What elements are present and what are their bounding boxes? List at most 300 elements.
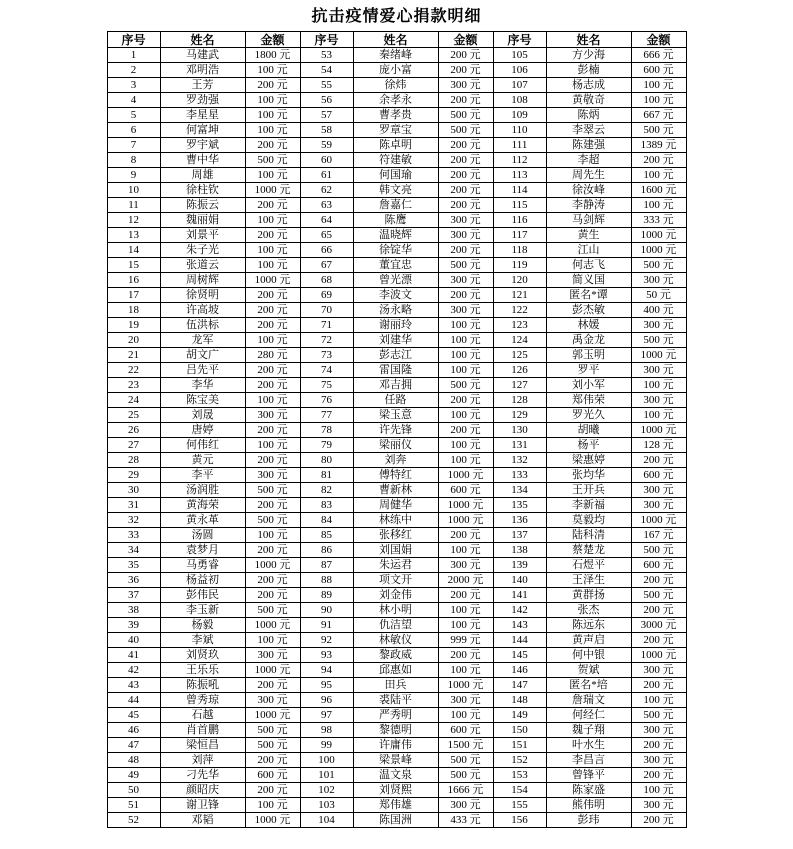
cell-amount: 500 元 bbox=[438, 378, 493, 393]
cell-name: 李玉新 bbox=[160, 603, 245, 618]
cell-amount: 500 元 bbox=[438, 123, 493, 138]
cell-amount: 300 元 bbox=[631, 798, 686, 813]
cell-no: 62 bbox=[300, 183, 353, 198]
cell-no: 99 bbox=[300, 738, 353, 753]
table-row bbox=[107, 423, 686, 438]
cell-no: 74 bbox=[300, 363, 353, 378]
cell-amount: 100 元 bbox=[438, 348, 493, 363]
cell-no: 40 bbox=[107, 633, 160, 648]
header-row bbox=[107, 32, 686, 48]
cell-no: 149 bbox=[493, 708, 546, 723]
cell-name: 林敏仪 bbox=[353, 633, 438, 648]
cell-amount: 300 元 bbox=[245, 693, 300, 708]
cell-name: 陈振云 bbox=[160, 198, 245, 213]
cell-name: 何富坤 bbox=[160, 123, 245, 138]
page-title: 抗击疫情爱心捐款明细 bbox=[311, 8, 482, 25]
cell-amount: 200 元 bbox=[438, 63, 493, 78]
table-row bbox=[107, 528, 686, 543]
cell-amount: 200 元 bbox=[245, 138, 300, 153]
table-row bbox=[107, 438, 686, 453]
cell-amount: 200 元 bbox=[245, 318, 300, 333]
table-row bbox=[107, 723, 686, 738]
cell-name: 杨毅 bbox=[160, 618, 245, 633]
cell-amount: 100 元 bbox=[438, 333, 493, 348]
cell-name: 梁景峰 bbox=[353, 753, 438, 768]
cell-amount: 100 元 bbox=[438, 708, 493, 723]
cell-name: 林小明 bbox=[353, 603, 438, 618]
cell-no: 36 bbox=[107, 573, 160, 588]
cell-amount: 1000 元 bbox=[631, 243, 686, 258]
cell-no: 78 bbox=[300, 423, 353, 438]
cell-amount: 1000 元 bbox=[438, 498, 493, 513]
cell-amount: 200 元 bbox=[245, 423, 300, 438]
cell-no: 54 bbox=[300, 63, 353, 78]
cell-no: 19 bbox=[107, 318, 160, 333]
cell-no: 72 bbox=[300, 333, 353, 348]
cell-amount: 500 元 bbox=[245, 483, 300, 498]
table-row bbox=[107, 783, 686, 798]
cell-amount: 500 元 bbox=[631, 708, 686, 723]
cell-no: 89 bbox=[300, 588, 353, 603]
table-row bbox=[107, 678, 686, 693]
cell-no: 96 bbox=[300, 693, 353, 708]
cell-no: 46 bbox=[107, 723, 160, 738]
cell-name: 陈建强 bbox=[546, 138, 631, 153]
table-row bbox=[107, 213, 686, 228]
cell-no: 81 bbox=[300, 468, 353, 483]
cell-amount: 100 元 bbox=[245, 393, 300, 408]
cell-no: 101 bbox=[300, 768, 353, 783]
cell-no: 76 bbox=[300, 393, 353, 408]
cell-no: 95 bbox=[300, 678, 353, 693]
cell-no: 105 bbox=[493, 48, 546, 63]
cell-amount: 200 元 bbox=[245, 303, 300, 318]
cell-no: 69 bbox=[300, 288, 353, 303]
cell-name: 李翠云 bbox=[546, 123, 631, 138]
cell-amount: 200 元 bbox=[631, 678, 686, 693]
cell-no: 127 bbox=[493, 378, 546, 393]
table-row bbox=[107, 513, 686, 528]
cell-amount: 100 元 bbox=[438, 603, 493, 618]
cell-amount: 1000 元 bbox=[438, 468, 493, 483]
cell-amount: 100 元 bbox=[631, 198, 686, 213]
cell-no: 145 bbox=[493, 648, 546, 663]
cell-amount: 100 元 bbox=[245, 168, 300, 183]
table-row bbox=[107, 798, 686, 813]
cell-name: 彭伟民 bbox=[160, 588, 245, 603]
cell-no: 4 bbox=[107, 93, 160, 108]
cell-name: 陆科清 bbox=[546, 528, 631, 543]
cell-name: 黄永革 bbox=[160, 513, 245, 528]
cell-no: 116 bbox=[493, 213, 546, 228]
cell-no: 123 bbox=[493, 318, 546, 333]
cell-no: 37 bbox=[107, 588, 160, 603]
cell-no: 11 bbox=[107, 198, 160, 213]
cell-no: 66 bbox=[300, 243, 353, 258]
cell-amount: 500 元 bbox=[245, 738, 300, 753]
cell-amount: 600 元 bbox=[245, 768, 300, 783]
cell-amount: 300 元 bbox=[631, 363, 686, 378]
cell-name: 曾光漂 bbox=[353, 273, 438, 288]
cell-name: 温晓辉 bbox=[353, 228, 438, 243]
cell-no: 33 bbox=[107, 528, 160, 543]
cell-name: 李波文 bbox=[353, 288, 438, 303]
cell-no: 63 bbox=[300, 198, 353, 213]
cell-name: 禹金龙 bbox=[546, 333, 631, 348]
cell-amount: 300 元 bbox=[438, 213, 493, 228]
cell-amount: 600 元 bbox=[631, 468, 686, 483]
cell-name: 王芳 bbox=[160, 78, 245, 93]
cell-amount: 300 元 bbox=[245, 468, 300, 483]
cell-name: 王开兵 bbox=[546, 483, 631, 498]
cell-name: 陈家盛 bbox=[546, 783, 631, 798]
cell-no: 146 bbox=[493, 663, 546, 678]
cell-amount: 500 元 bbox=[631, 543, 686, 558]
cell-name: 刘国娟 bbox=[353, 543, 438, 558]
cell-amount: 200 元 bbox=[631, 153, 686, 168]
cell-amount: 100 元 bbox=[245, 798, 300, 813]
cell-name: 刘金伟 bbox=[353, 588, 438, 603]
cell-no: 134 bbox=[493, 483, 546, 498]
cell-name: 刘萍 bbox=[160, 753, 245, 768]
cell-no: 84 bbox=[300, 513, 353, 528]
cell-no: 21 bbox=[107, 348, 160, 363]
table-row bbox=[107, 333, 686, 348]
cell-amount: 100 元 bbox=[245, 258, 300, 273]
cell-amount: 200 元 bbox=[245, 573, 300, 588]
cell-no: 12 bbox=[107, 213, 160, 228]
cell-amount: 200 元 bbox=[245, 678, 300, 693]
cell-no: 110 bbox=[493, 123, 546, 138]
cell-amount: 600 元 bbox=[438, 723, 493, 738]
cell-name: 曹中华 bbox=[160, 153, 245, 168]
cell-no: 88 bbox=[300, 573, 353, 588]
cell-amount: 500 元 bbox=[631, 588, 686, 603]
cell-name: 董宜忠 bbox=[353, 258, 438, 273]
cell-amount: 200 元 bbox=[631, 768, 686, 783]
cell-amount: 100 元 bbox=[245, 93, 300, 108]
cell-no: 57 bbox=[300, 108, 353, 123]
cell-name: 周健华 bbox=[353, 498, 438, 513]
cell-no: 87 bbox=[300, 558, 353, 573]
cell-amount: 200 元 bbox=[631, 633, 686, 648]
cell-name: 陈远东 bbox=[546, 618, 631, 633]
cell-amount: 200 元 bbox=[245, 363, 300, 378]
cell-no: 135 bbox=[493, 498, 546, 513]
cell-no: 44 bbox=[107, 693, 160, 708]
cell-no: 10 bbox=[107, 183, 160, 198]
cell-name: 马剑辉 bbox=[546, 213, 631, 228]
cell-amount: 500 元 bbox=[631, 123, 686, 138]
cell-name: 杨平 bbox=[546, 438, 631, 453]
cell-name: 韩文亮 bbox=[353, 183, 438, 198]
cell-no: 136 bbox=[493, 513, 546, 528]
cell-amount: 500 元 bbox=[245, 603, 300, 618]
cell-amount: 200 元 bbox=[438, 153, 493, 168]
cell-amount: 600 元 bbox=[631, 558, 686, 573]
cell-name: 江山 bbox=[546, 243, 631, 258]
cell-name: 徐锭华 bbox=[353, 243, 438, 258]
cell-name: 汤润胜 bbox=[160, 483, 245, 498]
cell-amount: 200 元 bbox=[245, 198, 300, 213]
cell-no: 17 bbox=[107, 288, 160, 303]
cell-amount: 100 元 bbox=[438, 618, 493, 633]
cell-name: 邱惠如 bbox=[353, 663, 438, 678]
cell-amount: 300 元 bbox=[438, 273, 493, 288]
cell-amount: 300 元 bbox=[245, 648, 300, 663]
cell-amount: 1000 元 bbox=[245, 663, 300, 678]
cell-name: 罗光久 bbox=[546, 408, 631, 423]
cell-no: 9 bbox=[107, 168, 160, 183]
table-header bbox=[107, 32, 686, 48]
cell-amount: 200 元 bbox=[438, 423, 493, 438]
cell-amount: 1000 元 bbox=[631, 648, 686, 663]
table-row bbox=[107, 123, 686, 138]
cell-no: 16 bbox=[107, 273, 160, 288]
cell-amount: 100 元 bbox=[438, 408, 493, 423]
cell-name: 何志飞 bbox=[546, 258, 631, 273]
cell-no: 83 bbox=[300, 498, 353, 513]
cell-name: 方少海 bbox=[546, 48, 631, 63]
table-row bbox=[107, 273, 686, 288]
cell-name: 徐柱钦 bbox=[160, 183, 245, 198]
cell-name: 彭志江 bbox=[353, 348, 438, 363]
cell-name: 马建武 bbox=[160, 48, 245, 63]
cell-name: 黄元 bbox=[160, 453, 245, 468]
cell-no: 49 bbox=[107, 768, 160, 783]
cell-amount: 500 元 bbox=[438, 753, 493, 768]
cell-name: 叶水生 bbox=[546, 738, 631, 753]
cell-no: 53 bbox=[300, 48, 353, 63]
cell-amount: 300 元 bbox=[438, 693, 493, 708]
cell-amount: 300 元 bbox=[438, 78, 493, 93]
cell-name: 田兵 bbox=[353, 678, 438, 693]
cell-name: 罗章宝 bbox=[353, 123, 438, 138]
cell-no: 51 bbox=[107, 798, 160, 813]
cell-no: 14 bbox=[107, 243, 160, 258]
cell-no: 45 bbox=[107, 708, 160, 723]
cell-name: 梁惠婷 bbox=[546, 453, 631, 468]
cell-name: 周先生 bbox=[546, 168, 631, 183]
cell-amount: 100 元 bbox=[438, 363, 493, 378]
cell-name: 邓明浩 bbox=[160, 63, 245, 78]
cell-name: 贺斌 bbox=[546, 663, 631, 678]
cell-amount: 100 元 bbox=[631, 78, 686, 93]
cell-amount: 200 元 bbox=[245, 288, 300, 303]
cell-no: 132 bbox=[493, 453, 546, 468]
cell-amount: 300 元 bbox=[438, 558, 493, 573]
cell-amount: 100 元 bbox=[245, 123, 300, 138]
table-row bbox=[107, 468, 686, 483]
cell-amount: 999 元 bbox=[438, 633, 493, 648]
cell-no: 151 bbox=[493, 738, 546, 753]
cell-no: 154 bbox=[493, 783, 546, 798]
cell-amount: 1000 元 bbox=[631, 348, 686, 363]
cell-name: 李华 bbox=[160, 378, 245, 393]
cell-name: 朱运君 bbox=[353, 558, 438, 573]
cell-no: 79 bbox=[300, 438, 353, 453]
cell-no: 15 bbox=[107, 258, 160, 273]
cell-no: 137 bbox=[493, 528, 546, 543]
cell-no: 71 bbox=[300, 318, 353, 333]
table-row bbox=[107, 813, 686, 828]
cell-name: 黄敬奇 bbox=[546, 93, 631, 108]
cell-no: 73 bbox=[300, 348, 353, 363]
cell-amount: 500 元 bbox=[245, 513, 300, 528]
cell-no: 38 bbox=[107, 603, 160, 618]
cell-name: 蔡楚龙 bbox=[546, 543, 631, 558]
cell-name: 张均华 bbox=[546, 468, 631, 483]
cell-name: 杨志成 bbox=[546, 78, 631, 93]
cell-name: 张道云 bbox=[160, 258, 245, 273]
column-header-name: 姓名 bbox=[353, 32, 438, 48]
table-body bbox=[107, 48, 686, 828]
cell-no: 1 bbox=[107, 48, 160, 63]
cell-no: 102 bbox=[300, 783, 353, 798]
cell-no: 68 bbox=[300, 273, 353, 288]
cell-name: 彭玮 bbox=[546, 813, 631, 828]
column-header-amount: 金额 bbox=[631, 32, 686, 48]
cell-no: 139 bbox=[493, 558, 546, 573]
cell-amount: 300 元 bbox=[438, 798, 493, 813]
cell-name: 肖首鹏 bbox=[160, 723, 245, 738]
cell-name: 秦绪峰 bbox=[353, 48, 438, 63]
cell-name: 郭玉明 bbox=[546, 348, 631, 363]
cell-no: 61 bbox=[300, 168, 353, 183]
cell-amount: 1000 元 bbox=[245, 813, 300, 828]
cell-no: 106 bbox=[493, 63, 546, 78]
cell-no: 130 bbox=[493, 423, 546, 438]
cell-no: 42 bbox=[107, 663, 160, 678]
cell-amount: 200 元 bbox=[631, 738, 686, 753]
cell-no: 34 bbox=[107, 543, 160, 558]
cell-name: 朱子光 bbox=[160, 243, 245, 258]
cell-no: 126 bbox=[493, 363, 546, 378]
cell-amount: 1000 元 bbox=[438, 678, 493, 693]
cell-name: 何伟红 bbox=[160, 438, 245, 453]
cell-no: 58 bbox=[300, 123, 353, 138]
cell-amount: 200 元 bbox=[438, 168, 493, 183]
cell-amount: 500 元 bbox=[438, 768, 493, 783]
cell-name: 李静涛 bbox=[546, 198, 631, 213]
table-row bbox=[107, 183, 686, 198]
table-row bbox=[107, 288, 686, 303]
cell-name: 李昌言 bbox=[546, 753, 631, 768]
cell-name: 黎政威 bbox=[353, 648, 438, 663]
cell-amount: 300 元 bbox=[631, 753, 686, 768]
cell-amount: 1600 元 bbox=[631, 183, 686, 198]
cell-name: 谢卫锋 bbox=[160, 798, 245, 813]
cell-no: 82 bbox=[300, 483, 353, 498]
cell-amount: 200 元 bbox=[631, 813, 686, 828]
cell-no: 28 bbox=[107, 453, 160, 468]
cell-name: 何经仁 bbox=[546, 708, 631, 723]
table-row bbox=[107, 603, 686, 618]
cell-no: 32 bbox=[107, 513, 160, 528]
cell-no: 55 bbox=[300, 78, 353, 93]
cell-name: 吕先平 bbox=[160, 363, 245, 378]
column-header-no: 序号 bbox=[300, 32, 353, 48]
cell-name: 王乐乐 bbox=[160, 663, 245, 678]
cell-no: 128 bbox=[493, 393, 546, 408]
table-row bbox=[107, 768, 686, 783]
cell-name: 符建敏 bbox=[353, 153, 438, 168]
cell-amount: 200 元 bbox=[631, 603, 686, 618]
cell-name: 黄群扬 bbox=[546, 588, 631, 603]
cell-no: 120 bbox=[493, 273, 546, 288]
cell-no: 118 bbox=[493, 243, 546, 258]
cell-no: 117 bbox=[493, 228, 546, 243]
cell-no: 153 bbox=[493, 768, 546, 783]
cell-amount: 200 元 bbox=[438, 93, 493, 108]
cell-no: 133 bbox=[493, 468, 546, 483]
cell-no: 59 bbox=[300, 138, 353, 153]
table-row bbox=[107, 348, 686, 363]
cell-amount: 300 元 bbox=[631, 663, 686, 678]
cell-amount: 200 元 bbox=[631, 573, 686, 588]
cell-amount: 433 元 bbox=[438, 813, 493, 828]
cell-name: 刁先华 bbox=[160, 768, 245, 783]
cell-amount: 500 元 bbox=[631, 258, 686, 273]
cell-amount: 200 元 bbox=[438, 48, 493, 63]
cell-name: 林练中 bbox=[353, 513, 438, 528]
cell-amount: 2000 元 bbox=[438, 573, 493, 588]
cell-name: 罗劲强 bbox=[160, 93, 245, 108]
cell-no: 93 bbox=[300, 648, 353, 663]
table-row bbox=[107, 738, 686, 753]
cell-name: 张移红 bbox=[353, 528, 438, 543]
cell-name: 任路 bbox=[353, 393, 438, 408]
cell-amount: 200 元 bbox=[245, 543, 300, 558]
cell-amount: 200 元 bbox=[631, 453, 686, 468]
column-header-no: 序号 bbox=[107, 32, 160, 48]
cell-amount: 667 元 bbox=[631, 108, 686, 123]
cell-name: 郑伟雄 bbox=[353, 798, 438, 813]
cell-amount: 100 元 bbox=[631, 378, 686, 393]
table-row bbox=[107, 558, 686, 573]
cell-no: 141 bbox=[493, 588, 546, 603]
cell-no: 50 bbox=[107, 783, 160, 798]
cell-amount: 100 元 bbox=[631, 693, 686, 708]
cell-name: 陈振吼 bbox=[160, 678, 245, 693]
cell-no: 142 bbox=[493, 603, 546, 618]
cell-amount: 200 元 bbox=[245, 753, 300, 768]
cell-name: 莫毅均 bbox=[546, 513, 631, 528]
cell-no: 22 bbox=[107, 363, 160, 378]
cell-name: 魏子翔 bbox=[546, 723, 631, 738]
table-row bbox=[107, 318, 686, 333]
cell-name: 何中银 bbox=[546, 648, 631, 663]
cell-name: 林媛 bbox=[546, 318, 631, 333]
cell-name: 李星星 bbox=[160, 108, 245, 123]
cell-no: 77 bbox=[300, 408, 353, 423]
cell-amount: 200 元 bbox=[245, 228, 300, 243]
cell-name: 陈宝美 bbox=[160, 393, 245, 408]
cell-no: 112 bbox=[493, 153, 546, 168]
cell-name: 邓吉拥 bbox=[353, 378, 438, 393]
table-row bbox=[107, 618, 686, 633]
cell-amount: 1666 元 bbox=[438, 783, 493, 798]
cell-amount: 100 元 bbox=[245, 213, 300, 228]
cell-amount: 100 元 bbox=[245, 633, 300, 648]
cell-no: 138 bbox=[493, 543, 546, 558]
cell-name: 张杰 bbox=[546, 603, 631, 618]
cell-no: 67 bbox=[300, 258, 353, 273]
column-header-name: 姓名 bbox=[546, 32, 631, 48]
table-row bbox=[107, 588, 686, 603]
cell-no: 27 bbox=[107, 438, 160, 453]
cell-amount: 100 元 bbox=[631, 408, 686, 423]
